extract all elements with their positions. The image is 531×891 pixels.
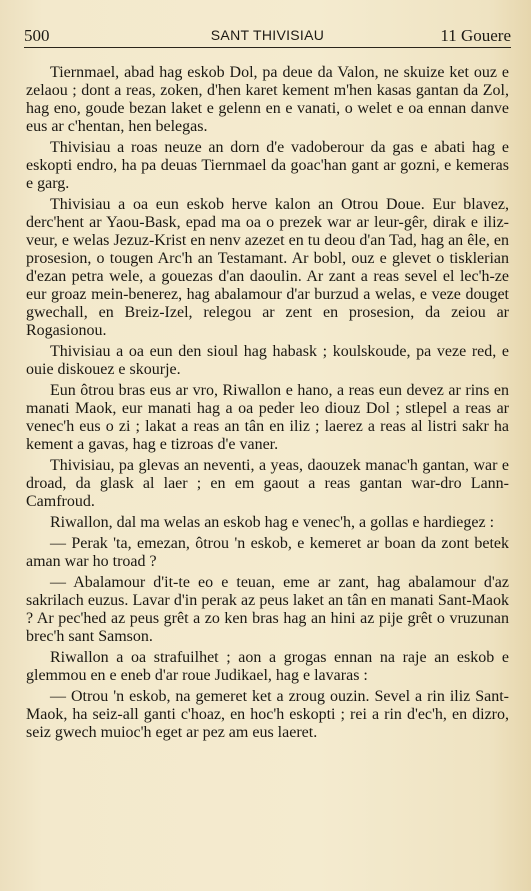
paragraph: Thivisiau a oa eun den sioul hag habask ; koulskoude, pa veze red, e ouie diskouez e skourje. [26, 343, 509, 378]
body-text [26, 64, 509, 745]
paragraph: Eun ôtrou bras eus ar vro, Riwallon e hano, a reas eun devez ar rins en manati Maok, eur manati hag a oa peder leo diouz Dol ; stlepel a reas ar venec'h eus o zi ; lakat a reas an tân en iliz ; laerez a reas al listri sakr ha kement a gavas, hag e tizroas d'e vaner. [26, 382, 509, 453]
paragraph: Tiernmael, abad hag eskob Dol, pa deue da Valon, ne skuize ket ouz e zelaou ; dont a reas, zoken, d'hen karet kement m'hen kasas gantan da Zol, hag eno, goude bezan laket e gelenn en e vanati, o welet e oa ennan danve eus ar c'hentan, hen belegas. [26, 64, 509, 135]
dialogue-line: — Perak 'ta, emezan, ôtrou 'n eskob, e kemeret ar boan da zont betek aman war ho troad ? [26, 535, 509, 570]
dialogue-line: — Abalamour d'it-te eo e teuan, eme ar zant, hag abalamour d'az sakrilach euzus. Lavar d'in perak az peus laket an tân en manati Sant-Maok ? Ar pec'hed az peus grêt a zo ken bras hag an hini az pije grêt o vruzunan brec'h sant Samson. [26, 574, 509, 645]
paragraph: Thivisiau a roas neuze an dorn d'e vadoberour da gas e abati hag e eskopti endro, ha pa deuas Tiernmael da goac'han gant ar gozni, e kemeras e garg. [26, 139, 509, 192]
page-number: 500 [24, 26, 50, 45]
paragraph: Thivisiau, pa glevas an neventi, a yeas, daouzek manac'h gantan, war e droad, da glask al laer ; en em gaout a reas gantan war-dro Lann-Camfroud. [26, 457, 509, 510]
paragraph: Thivisiau a oa eun eskob herve kalon an Otrou Doue. Eur blavez, derc'hent ar Yaou-Bask, epad ma oa o prezek war ar leur-gêr, dirak e iliz-veur, e welas Jezuz-Krist en nenv azezet en tu deou d'an Tad, hag an êle, en prosesion, o tougen Arc'h an Testamant. Ar bobl, ouz e glevet o tisklerian d'ezan petra wele, a gouezas d'an daoulin. Ar zant a reas sevel el lec'h-ze eur groaz mein-benerez, hag abalamour d'ar burzud a welas, e veze douget gwechall, en Breiz-Izel, relegou ar zent en prosesion, da zeiou ar Rogasionou. [26, 196, 509, 339]
header-rule [24, 47, 511, 48]
paragraph: Riwallon, dal ma welas an eskob hag e venec'h, a gollas e hardiegez : [50, 514, 495, 531]
running-title: SANT THIVISIAU [210, 27, 325, 43]
feast-date: 11 Gouere [440, 26, 511, 45]
dialogue-line: — Otrou 'n eskob, na gemeret ket a zroug ouzin. Sevel a rin iliz Sant-Maok, ha seiz-all ganti c'hoaz, en hoc'h eskopti ; rei a rin d'ec'h, en dizro, seiz gwech muioc'h eget ar pez am eus laeret. [26, 688, 509, 741]
page-header [24, 26, 511, 48]
paragraph: Riwallon a oa strafuilhet ; aon a grogas ennan na raje an eskob e glemmou en e eneb d'ar roue Judikael, hag e lavaras : [26, 649, 509, 684]
